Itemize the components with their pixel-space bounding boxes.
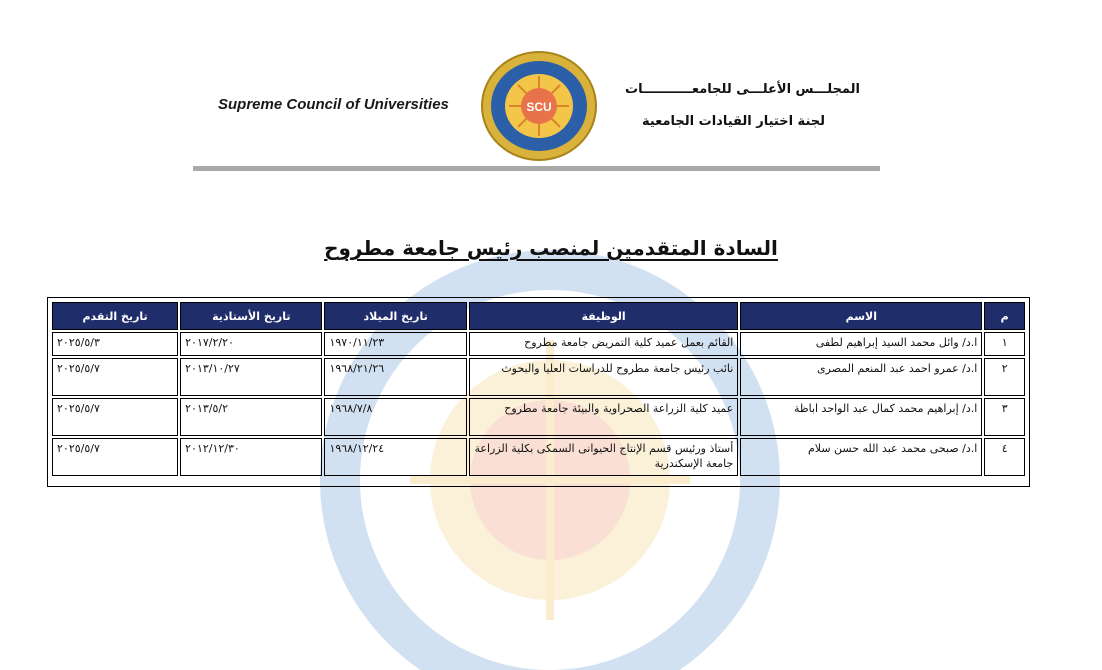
cell-professorship: ٢٠١٣/٥/٢ [180,398,322,436]
arabic-committee-name: لجنة اختيار القيادات الجامعية [641,114,825,129]
cell-applied: ٢٠٢٥/٥/٧ [52,398,178,436]
col-header-name: الاسم [740,302,982,330]
cell-name: ا.د/ صبحى محمد عبد الله حسن سلام [740,438,982,476]
english-title: Supreme Council of Universities [218,96,449,113]
header-divider [193,166,880,171]
arabic-council-name: المجلـــس الأعلـــى للجامعـــــــــــات [625,82,860,97]
cell-applied: ٢٠٢٥/٥/٧ [52,358,178,396]
cell-name: ا.د/ عمرو احمد عبد المنعم المصرى [740,358,982,396]
cell-birth: ١٩٦٨/٢١/٢٦ [324,358,466,396]
col-header-professorship: تاريخ الأستاذية [180,302,322,330]
col-header-job: الوظيفة [469,302,738,330]
cell-job: عميد كلية الزراعة الصحراوية والبيئة جامعة مطروح [469,398,738,436]
applicants-table [50,300,1027,478]
col-header-num: م [984,302,1025,330]
page-title: السادة المتقدمين لمنصب رئيس جامعة مطروح [324,236,778,260]
cell-professorship: ٢٠١٢/١٢/٣٠ [180,438,322,476]
col-header-applied: تاريخ التقدم [52,302,178,330]
logo-center-text: SCU [526,100,552,114]
cell-num: ٤ [984,438,1025,476]
cell-job: نائب رئيس جامعة مطروح للدراسات العليا والبحوث [469,358,738,396]
table-row [52,438,1025,476]
cell-name: ا.د/ إبراهيم محمد كمال عبد الواحد اباظة [740,398,982,436]
table-header-row [52,302,1025,330]
cell-birth: ١٩٦٨/١٢/٢٤ [324,438,466,476]
cell-num: ٢ [984,358,1025,396]
col-header-birth: تاريخ الميلاد [324,302,466,330]
cell-birth: ١٩٧٠/١١/٢٣ [324,332,466,356]
cell-job: القائم بعمل عميد كلية التمريض جامعة مطروح [469,332,738,356]
cell-birth: ١٩٦٨/٧/٨ [324,398,466,436]
table-row [52,332,1025,356]
cell-professorship: ٢٠١٣/١٠/٢٧ [180,358,322,396]
applicants-table-frame [47,297,1030,487]
cell-name: ا.د/ وائل محمد السيد إبراهيم لطفى [740,332,982,356]
cell-num: ٣ [984,398,1025,436]
cell-job: أستاذ ورئيس قسم الإنتاج الحيوانى السمكى بكلية الزراعة جامعة الإسكندرية [469,438,738,476]
table-row [52,398,1025,436]
cell-applied: ٢٠٢٥/٥/٣ [52,332,178,356]
scu-logo [480,50,598,162]
cell-num: ١ [984,332,1025,356]
table-row [52,358,1025,396]
cell-professorship: ٢٠١٧/٢/٢٠ [180,332,322,356]
cell-applied: ٢٠٢٥/٥/٧ [52,438,178,476]
